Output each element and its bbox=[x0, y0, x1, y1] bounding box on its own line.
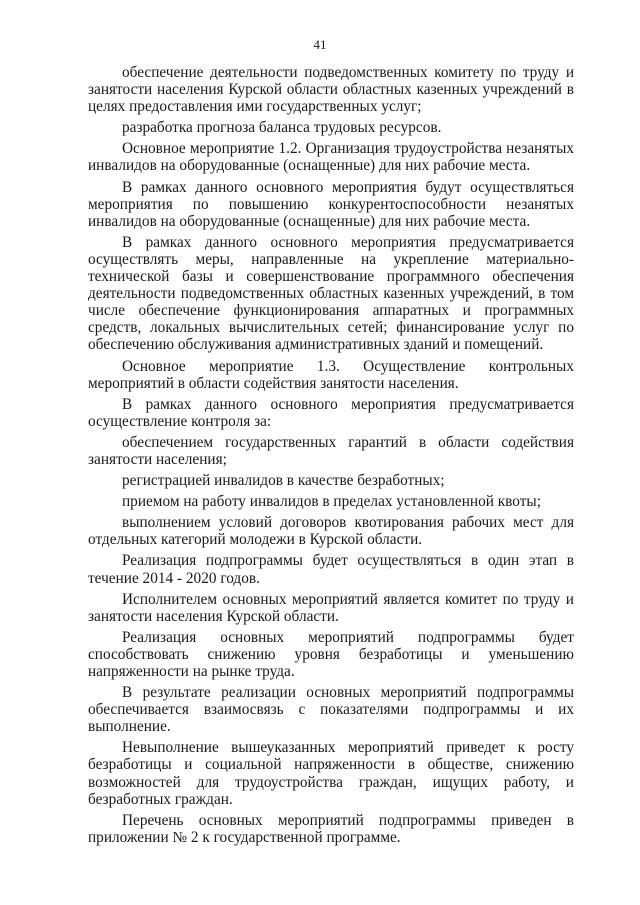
paragraph: В рамках данного основного мероприятия будут осуществляться мероприятия по повышению конкурентоспособности незанятых инвалидов на оборудованные (оснащенные) для них рабочие места. bbox=[88, 178, 574, 230]
document-body bbox=[88, 64, 574, 850]
list-item: регистрацией инвалидов в качестве безработных; bbox=[122, 472, 445, 490]
page-number: 41 bbox=[313, 37, 327, 52]
paragraph: Основное мероприятие 1.2. Организация трудоустройства незанятых инвалидов на оборудованные (оснащенные) для них рабочие места. bbox=[88, 140, 574, 175]
paragraph: Реализация основных мероприятий подпрограммы будет способствовать снижению уровня безработицы и уменьшению напряженности на рынке труда. bbox=[88, 628, 574, 680]
paragraph: Невыполнение вышеуказанных мероприятий приведет к росту безработицы и социальной напряженности в обществе, снижению возможностей для трудоустройства граждан, ищущих работу, и безработных граждан. bbox=[88, 739, 574, 808]
list-item: приемом на работу инвалидов в пределах установленной квоты; bbox=[122, 493, 541, 511]
list-item: обеспечением государственных гарантий в области содействия занятости населения; bbox=[88, 433, 574, 468]
list-item: выполнением условий договоров квотирования рабочих мест для отдельных категорий молодежи в Курской области. bbox=[88, 514, 574, 549]
paragraph: обеспечение деятельности подведомственных комитету по труду и занятости населения Курской области областных казенных учреждений в целях предоставления ими государственных услуг; bbox=[88, 64, 574, 116]
paragraph: Исполнителем основных мероприятий является комитет по труду и занятости населения Курской области. bbox=[88, 590, 574, 625]
paragraph: В рамках данного основного мероприятия предусматривается осуществление контроля за: bbox=[88, 395, 574, 430]
paragraph: Реализация подпрограммы будет осуществляться в один этап в течение 2014 - 2020 годов. bbox=[88, 552, 574, 587]
paragraph: разработка прогноза баланса трудовых ресурсов. bbox=[122, 119, 442, 137]
paragraph: В результате реализации основных мероприятий подпрограммы обеспечивается взаимосвязь с показателями подпрограммы и их выполнение. bbox=[88, 684, 574, 736]
paragraph: В рамках данного основного мероприятия предусматривается осуществлять меры, направленные на укрепление материально-технической базы и совершенствование программного обеспечения деятельности подведомственных областных казенных учреждений, в том числе обеспечение функционирования аппаратных и программных средств, локальных вычислительных сетей; финансирование услуг по обеспечению обслуживания административных зданий и помещений. bbox=[88, 233, 574, 354]
paragraph: Основное мероприятие 1.3. Осуществление контрольных мероприятий в области содействия занятости населения. bbox=[88, 357, 574, 392]
paragraph: Перечень основных мероприятий подпрограммы приведен в приложении № 2 к государственной программе. bbox=[88, 811, 574, 846]
